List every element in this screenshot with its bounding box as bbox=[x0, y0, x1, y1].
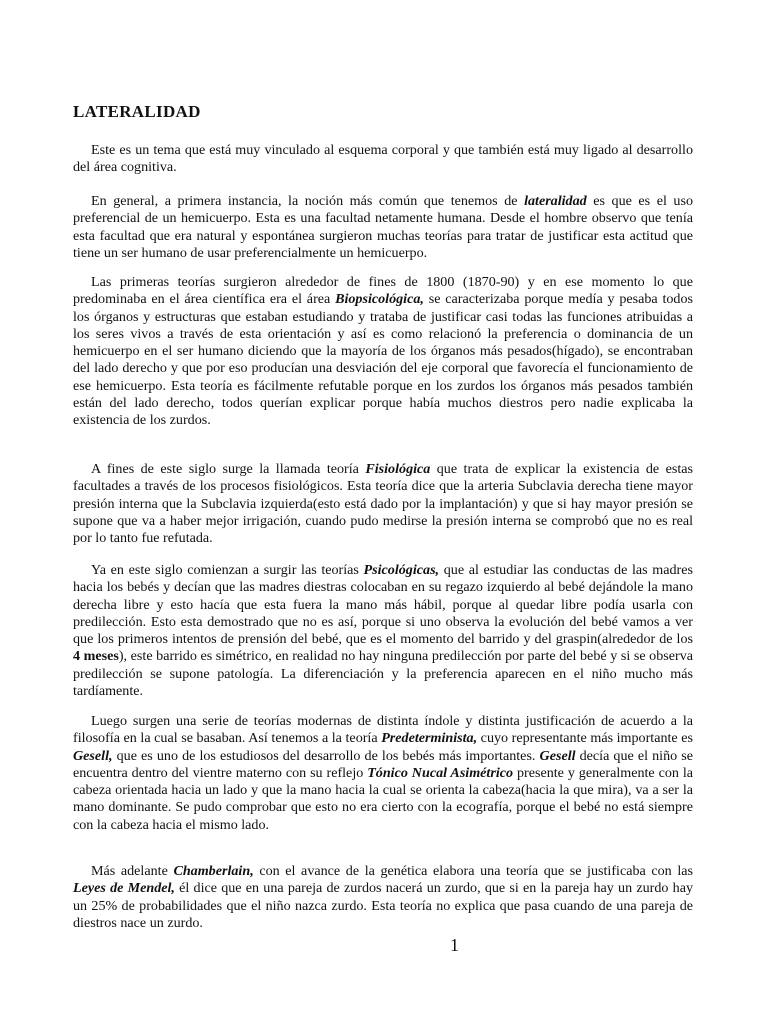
text: presente y generalmente con la cabeza orientada hacia un lado y que la mano hacia la cual se orienta la cabeza(hacia la que mira), va a ser la mano dominante. Se pudo comprobar que esto no era cierto con la ecografía, porque el bebé no está siempre con la cabeza hacia el mismo lado. bbox=[73, 764, 694, 833]
emphasis-biopsicologica: Biopsicológica, bbox=[335, 291, 424, 308]
text: Ya en este siglo comienzan a surgir las teorías bbox=[91, 562, 364, 578]
page-title: LATERALIDAD bbox=[73, 102, 201, 121]
page-number: 1 bbox=[450, 935, 459, 955]
text: decía que el niño se encuentra dentro del vientre materno con su reflejo bbox=[73, 747, 693, 781]
emphasis-tonico-nucal: Tónico Nucal Asimétrico bbox=[367, 764, 514, 781]
text: que es uno de los estudiosos del desarrollo de los bebés más importantes. bbox=[112, 747, 540, 764]
paragraph-definition bbox=[73, 193, 693, 262]
text: En general, a primera instancia, la noción más común que tenemos de bbox=[91, 193, 525, 209]
emphasis-gesell: Gesell, bbox=[73, 747, 113, 764]
text: ), este barrido es simétrico, en realidad no hay ninguna predilección por parte del bebé y si se observa predilección se supone patología. La diferenciación y la preferencia aparecen en el niño mucho más tardíamente. bbox=[73, 648, 693, 699]
emphasis-gesell-2: Gesell bbox=[539, 747, 576, 764]
text: él dice que en una pareja de zurdos nacerá un zurdo, que si en la pareja hay un zurdo hay un 25% de probabilidades que el niño nazca zurdo. Esta teoría no explica que pasa cuando de una pareja de diestros nace un zurdo. bbox=[73, 880, 693, 931]
text: cuyo representante más importante es bbox=[477, 730, 693, 747]
text: es que es el uso preferencial de un hemicuerpo. Esta es una facultad netamente humana. Desde el hombre observo que tenía esta facultad que era natural y espontánea surgieron muchas teorías para tratar de justificar esta actitud que tiene un ser humano de usar preferencialmente un hemicuerpo. bbox=[73, 193, 693, 261]
paragraph-fisiologica bbox=[73, 461, 693, 547]
paragraph-chamberlain bbox=[73, 863, 693, 932]
emphasis-predeterminista: Predeterminista, bbox=[381, 730, 478, 747]
text: Luego surgen una serie de teorías modernas de distinta índole y distinta justificación de acuerdo a la filosofía en la cual se basaban. Así tenemos a la teoría bbox=[73, 713, 693, 747]
text: que trata de explicar la existencia de estas facultades a través de los procesos fisiológicos. Esta teoría dice que la arteria Subclavia derecha tiene mayor presión interna que la Subclavia izquierda(esto está dado por la implantación) y que si hay mayor presión se supone que va a haber mejor irrigación, cuando pudo medirse la presión interna se comprobó que no es real por lo tanto fue refutada. bbox=[73, 461, 693, 546]
text: Más adelante bbox=[91, 863, 174, 879]
bold-4-meses: 4 meses bbox=[73, 648, 119, 665]
text: se caracterizaba porque medía y pesaba todos los órganos y estructuras que estaban estudiando y trataba de justificar casi todas las funciones atribuidas a los seres vivos a través de esta orientación y así es como relacionó la preferencia o dominancia de un hemicuerpo en el ser humano diciendo que la mayoría de los órganos más pesados(hígado), se encontraban del lado derecho y que por eso producían una desviación del eje corporal que favorecía el funcionamiento de ese hemicuerpo. Esta teoría es fácilmente refutable porque en los zurdos los órganos más pesados también están del lado derecho, todos querían explicar porque había muchos diestros pero nadie explicaba la existencia de los zurdos. bbox=[73, 291, 693, 428]
emphasis-chamberlain: Chamberlain, bbox=[173, 863, 254, 879]
paragraph-biopsicologica bbox=[73, 274, 693, 429]
text: con el avance de la genética elabora una teoría que se justificaba con las bbox=[253, 863, 693, 879]
text: A fines de este siglo surge la llamada teoría bbox=[91, 461, 366, 477]
text: Este es un tema que está muy vinculado al esquema corporal y que también está muy ligado al desarrollo del área cognitiva. bbox=[73, 142, 693, 176]
text: Las primeras teorías surgieron alrededor de fines de 1800 (1870-90) y en ese momento lo que predominaba en el área científica era el área bbox=[73, 274, 693, 308]
paragraph-predeterminista bbox=[73, 713, 693, 834]
emphasis-lateralidad: lateralidad bbox=[524, 193, 587, 209]
paragraph-psicologicas bbox=[73, 562, 693, 700]
emphasis-psicologicas: Psicológicas, bbox=[363, 562, 440, 578]
emphasis-leyes-mendel: Leyes de Mendel, bbox=[73, 880, 175, 897]
text: que al estudiar las conductas de las madres hacia los bebés y decían que las madres diestras colocaban en su regazo izquierdo al bebé dejándole la mano derecha libre y esto hacía que esta fuera la mano más hábil, porque al quedar libre podía usarla con predilección. Esto esta demostrado que no es así, porque si uno observa la evolución del bebé vamos a ver que los primeros intentos de prensión del bebé, que es el momento del barrido y del graspin(alrededor de los bbox=[73, 562, 693, 647]
emphasis-fisiologica: Fisiológica bbox=[365, 461, 431, 477]
paragraph-intro bbox=[73, 142, 693, 177]
